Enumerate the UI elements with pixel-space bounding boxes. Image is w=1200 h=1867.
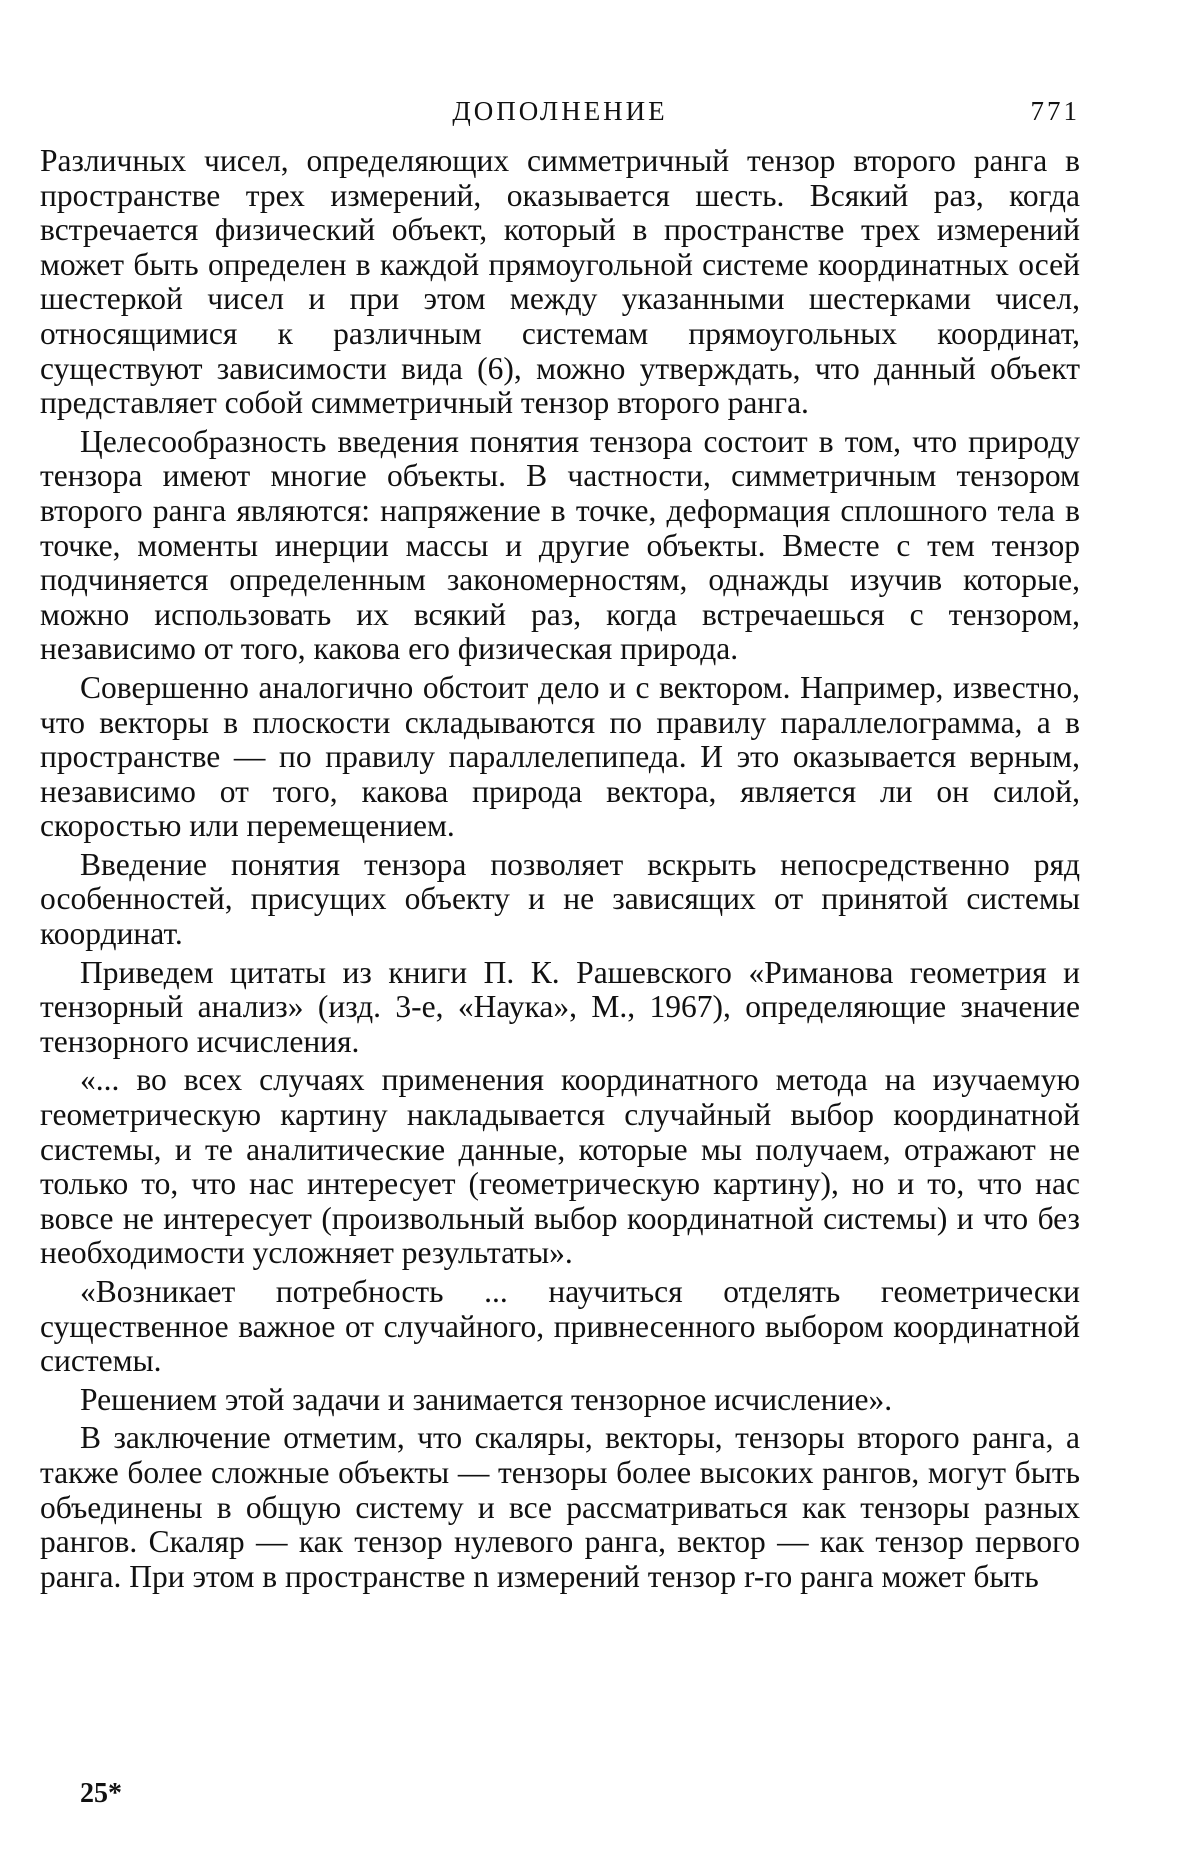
paragraph-1: Различных чисел, определяющих симметричный тензор второго ранга в пространстве трех измерений, оказывается шесть. Всякий раз, когда встречается физический объект, который в пространстве трех измерений может быть определен в каждой прямоугольной системе координатных осей шестеркой чисел и при этом между указанными шестерками чисел, относящимися к различным системам прямоугольных координат, существуют зависимости вида (6), можно утверждать, что данный объект представляет собой симметричный тензор второго ранга. [40,143,1080,421]
paragraph-3: Совершенно аналогично обстоит дело и с вектором. Например, известно, что векторы в плоскости складываются по правилу параллелограмма, а в пространстве — по правилу параллелепипеда. И это оказывается верным, независимо от того, какова природа вектора, является ли он силой, скоростью или перемещением. [40,669,1080,844]
page-number: 771 [1030,96,1080,126]
paragraph-6: В заключение отметим, что скаляры, векторы, тензоры второго ранга, а также более сложные объекты — тензоры более высоких рангов, могут быть объединены в общую систему и все рассматриваться как тензоры разных рангов. Скаляр — как тензор нулевого ранга, вектор — как тензор первого ранга. При этом в пространстве n измерений тензор r-го ранга может быть [40,1420,1080,1594]
quote-paragraph-2: «Возникает потребность ... научиться отделять геометрически существенное важное от случайного, привнесенного выбором координатной системы. [40,1274,1080,1379]
body-text [40,144,1080,1594]
paragraph-2: Целесообразность введения понятия тензора состоит в том, что природу тензора имеют многие объекты. В частности, симметричным тензором второго ранга являются: напряжение в точке, деформация сплошного тела в точке, моменты инерции массы и другие объекты. Вместе с тем тензор подчиняется определенным закономерностям, однажды изучив которые, можно использовать их всякий раз, когда встречаешься с тензором, независимо от того, какова его физическая природа. [40,423,1080,667]
quote-paragraph-3: Решением этой задачи и занимается тензорное исчисление». [80,1381,893,1417]
paragraph-4: Введение понятия тензора позволяет вскрыть непосредственно ряд особенностей, присущих объекту и не зависящих от принятой системы координат. [40,846,1080,952]
running-head [40,96,1080,144]
signature-mark: 25* [80,1778,122,1809]
running-title: ДОПОЛНЕНИЕ [452,96,668,126]
quote-paragraph-1: «... во всех случаях применения координатного метода на изучаемую геометрическую картину накладывается случайный выбор координатной системы, и те аналитические данные, которые мы получаем, отражают не только то, что нас интересует (геометрическую картину), но и то, что нас вовсе не интересует (произвольный выбор координатной системы) и что без необходимости усложняет результаты». [40,1062,1080,1271]
page [40,96,1080,1598]
paragraph-5: Приведем цитаты из книги П. К. Рашевского «Риманова геометрия и тензорный анализ» (изд. 3-е, «Наука», М., 1967), определяющие значение тензорного исчисления. [40,954,1080,1059]
